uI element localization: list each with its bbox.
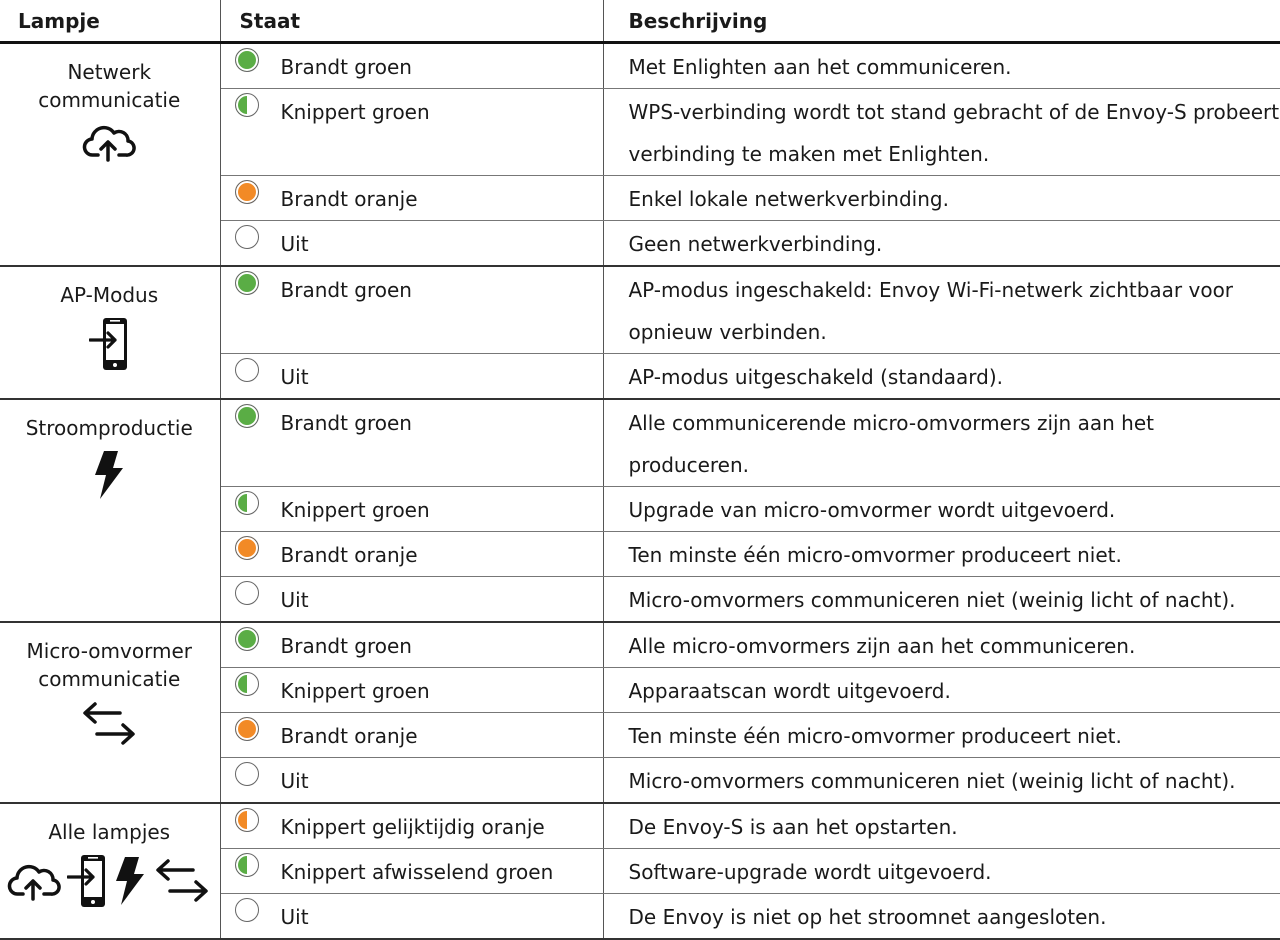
description-cell: Alle micro-omvormers zijn aan het communiceren. [603,622,1280,668]
description-cell: Micro-omvormers communiceren niet (weinig licht of nacht). [603,577,1280,623]
led-off-icon [235,358,259,382]
state-label: Brandt groen [280,411,412,435]
led-green-solid-icon [235,627,259,651]
table-row [0,622,1280,668]
state-cell [220,89,603,176]
state-label: Brandt oranje [280,724,418,748]
phone-login-icon [89,317,129,371]
state-cell [220,668,603,713]
state-cell [220,221,603,267]
state-cell [220,354,603,400]
lamp-icons [0,854,220,908]
state-cell [220,399,603,487]
arrows-exchange-icon [153,858,211,904]
state-cell [220,849,603,894]
lamp-label: AP-Modus [60,283,159,307]
lamp-icons [0,317,220,371]
led-green-solid-icon [235,271,259,295]
description-cell: WPS-verbinding wordt tot stand gebracht of de Envoy-S probeert verbinding te maken met Enlighten. [603,89,1280,176]
led-orange-blinking-icon [235,808,259,832]
lamp-label: communicatie [38,88,181,112]
led-green-blinking-icon [235,853,259,877]
state-label: Uit [280,232,309,256]
state-label: Uit [280,365,309,389]
state-label: Knippert afwisselend groen [280,860,554,884]
lamp-cell [0,43,220,267]
state-label: Brandt groen [280,278,412,302]
state-label: Knippert gelijktijdig oranje [280,815,545,839]
state-cell [220,577,603,623]
led-green-solid-icon [235,48,259,72]
state-cell [220,622,603,668]
table-row [0,803,1280,849]
lamp-cell [0,622,220,803]
description-cell: Micro-omvormers communiceren niet (weinig licht of nacht). [603,758,1280,804]
state-label: Knippert groen [280,100,430,124]
header-staat: Staat [220,0,603,43]
table-row [0,266,1280,354]
led-green-blinking-icon [235,672,259,696]
lamp-label: Stroomproductie [25,416,193,440]
header-beschrijving: Beschrijving [603,0,1280,43]
state-cell [220,713,603,758]
state-label: Knippert groen [280,498,430,522]
state-label: Brandt oranje [280,543,418,567]
header-row [0,0,1280,43]
led-green-blinking-icon [235,491,259,515]
lightning-bolt-icon [113,856,147,906]
description-cell: De Envoy is niet op het stroomnet aangesloten. [603,894,1280,940]
state-label: Brandt groen [280,55,412,79]
description-cell: Met Enlighten aan het communiceren. [603,43,1280,89]
description-cell: Apparaatscan wordt uitgevoerd. [603,668,1280,713]
state-label: Brandt oranje [280,187,418,211]
lamp-icons [0,122,220,162]
state-label: Uit [280,905,309,929]
led-off-icon [235,898,259,922]
description-cell: Geen netwerkverbinding. [603,221,1280,267]
table-row [0,399,1280,487]
arrows-exchange-icon [80,701,138,747]
lamp-label: Alle lampjes [48,820,171,844]
led-off-icon [235,762,259,786]
lamp-icons [0,450,220,500]
state-cell [220,487,603,532]
lamp-icons [0,701,220,747]
led-orange-solid-icon [235,536,259,560]
led-off-icon [235,225,259,249]
state-label: Uit [280,588,309,612]
description-cell: Software-upgrade wordt uitgevoerd. [603,849,1280,894]
state-cell [220,43,603,89]
led-orange-solid-icon [235,717,259,741]
led-orange-solid-icon [235,180,259,204]
led-off-icon [235,581,259,605]
cloud-upload-icon [7,861,61,901]
state-label: Knippert groen [280,679,430,703]
state-cell [220,894,603,940]
description-cell: Ten minste één micro-omvormer produceert niet. [603,713,1280,758]
lamp-cell [0,266,220,399]
state-label: Uit [280,769,309,793]
state-cell [220,532,603,577]
state-label: Brandt groen [280,634,412,658]
lamp-cell [0,399,220,622]
phone-login-icon [67,854,107,908]
led-green-solid-icon [235,404,259,428]
cloud-upload-icon [82,122,136,162]
led-green-blinking-icon [235,93,259,117]
lamp-label: Micro-omvormer [26,639,192,663]
description-cell: Alle communicerende micro-omvormers zijn aan het produceren. [603,399,1280,487]
state-cell [220,758,603,804]
lamp-label: Netwerk [67,60,152,84]
state-cell [220,176,603,221]
lightning-bolt-icon [92,450,126,500]
description-cell: AP-modus uitgeschakeld (standaard). [603,354,1280,400]
description-cell: AP-modus ingeschakeld: Envoy Wi-Fi-netwerk zichtbaar voor opnieuw verbinden. [603,266,1280,354]
description-cell: Enkel lokale netwerkverbinding. [603,176,1280,221]
lamp-label: communicatie [38,667,181,691]
state-cell [220,266,603,354]
description-cell: De Envoy-S is aan het opstarten. [603,803,1280,849]
description-cell: Upgrade van micro-omvormer wordt uitgevoerd. [603,487,1280,532]
lamp-cell [0,803,220,939]
state-cell [220,803,603,849]
header-lampje: Lampje [0,0,220,43]
description-cell: Ten minste één micro-omvormer produceert niet. [603,532,1280,577]
table-row [0,43,1280,89]
